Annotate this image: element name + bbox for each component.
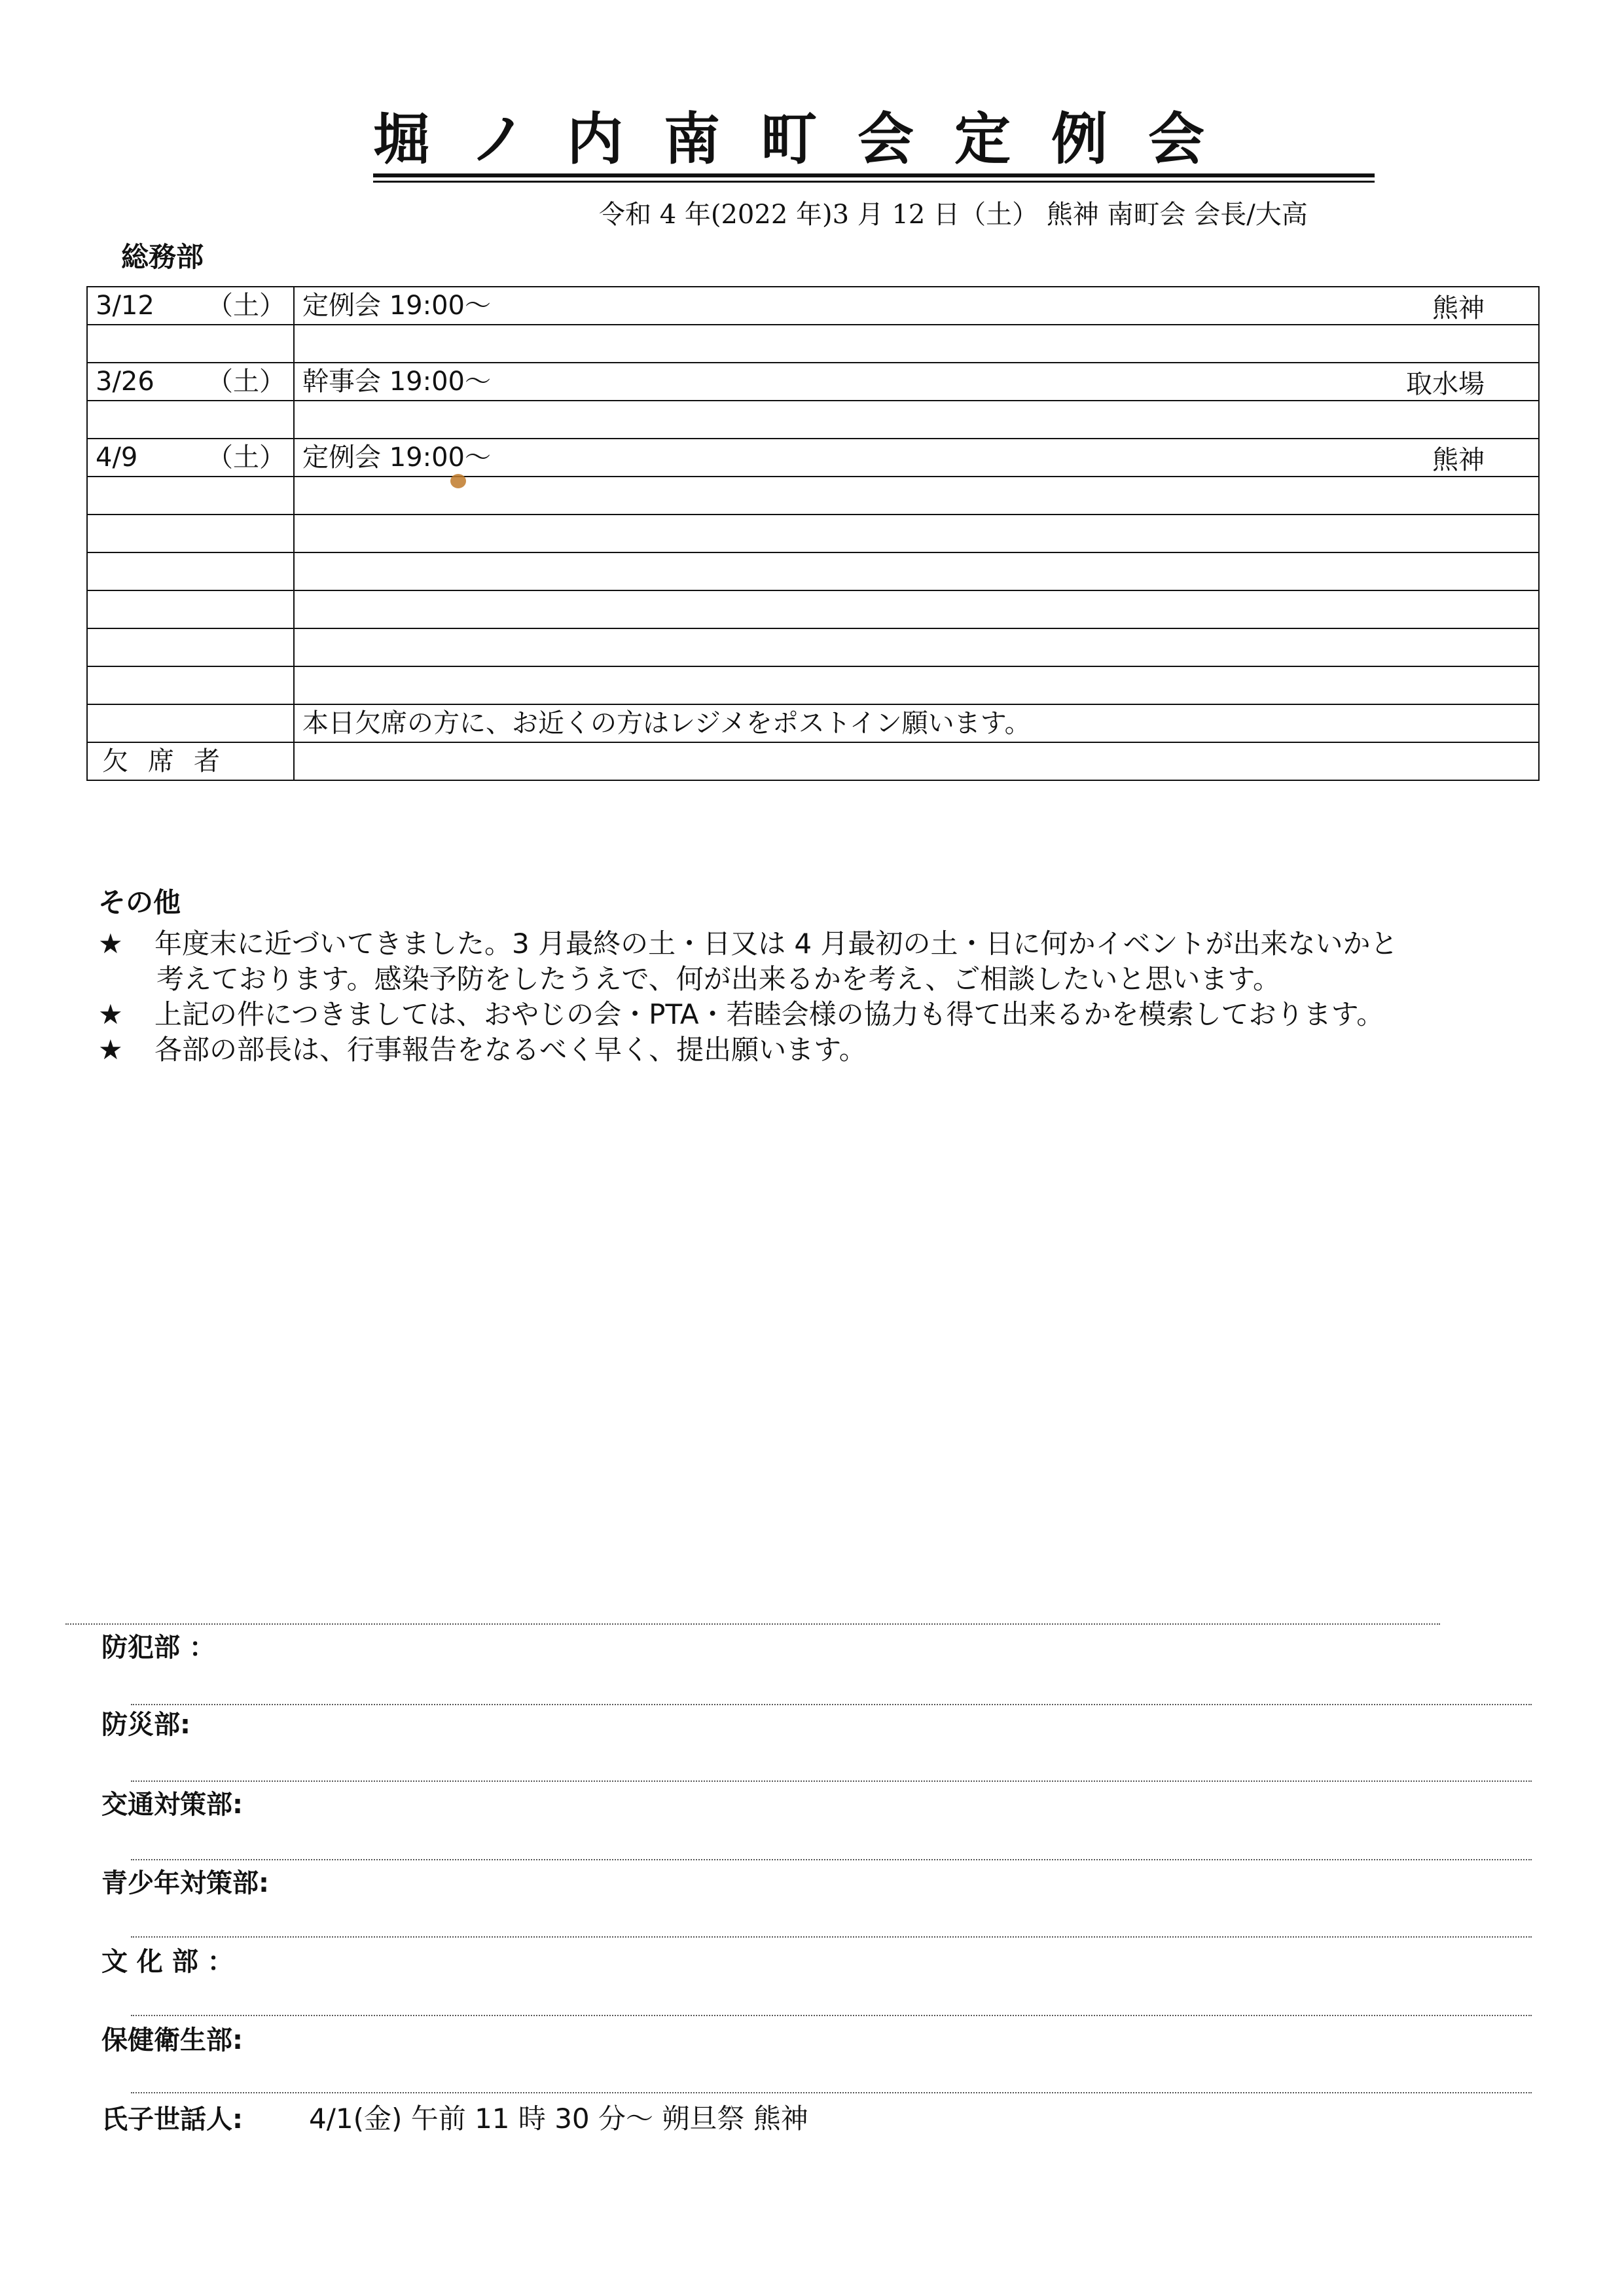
date-cell [87, 552, 294, 590]
star-icon: ★ [98, 1034, 123, 1066]
row-day: （土） [207, 443, 285, 473]
date-cell [87, 363, 294, 401]
dept-youth: 青少年対策部: [101, 1868, 269, 1898]
divider-dotted [131, 2015, 1532, 2016]
divider-dotted [131, 1936, 1532, 1938]
schedule-table [86, 286, 1540, 781]
table-row [87, 439, 1539, 477]
event-cell [294, 287, 1539, 325]
star-icon: ★ [98, 998, 123, 1030]
table-row [87, 401, 1539, 439]
table-row [87, 363, 1539, 401]
stain-mark [450, 474, 466, 488]
absentees-label-cell [87, 742, 294, 780]
divider-dotted [131, 1780, 1532, 1782]
divider-dotted [131, 1704, 1532, 1705]
row-location: 熊神 [1432, 293, 1485, 323]
table-row [87, 666, 1539, 704]
dept-health: 保健衛生部: [101, 2025, 243, 2055]
row-date: 3/26 [96, 367, 154, 397]
table-row [87, 552, 1539, 590]
table-row [87, 325, 1539, 363]
event-cell [294, 401, 1539, 439]
row-event: 幹事会 19:00～ [302, 367, 491, 397]
dept-traffic: 交通対策部: [101, 1790, 243, 1820]
general-affairs-label: 総務部 [121, 241, 204, 273]
event-cell [294, 439, 1539, 477]
absentees-row [87, 742, 1539, 780]
table-row [87, 287, 1539, 325]
row-date: 4/9 [96, 443, 138, 473]
date-cell [87, 666, 294, 704]
row-event: 本日欠席の方に、お近くの方はレジメをポストイン願います。 [302, 708, 1031, 738]
dept-disaster-prevention: 防災部: [101, 1710, 190, 1740]
event-cell [294, 704, 1539, 742]
row-day: （土） [207, 291, 285, 321]
row-location: 熊神 [1432, 445, 1485, 475]
row-date: 3/12 [96, 291, 154, 321]
table-row [87, 628, 1539, 666]
row-location: 取水場 [1406, 369, 1485, 399]
note-text: 上記の件につきましては、おやじの会・PTA・若睦会様の協力も得て出来るかを模索しております。 [154, 998, 1384, 1030]
notes-list [98, 926, 1398, 1068]
note-line [98, 1032, 1398, 1068]
event-cell [294, 628, 1539, 666]
dept-culture: 文 化 部 ： [101, 1947, 234, 1977]
date-cell [87, 401, 294, 439]
event-cell [294, 590, 1539, 628]
date-cell [87, 287, 294, 325]
note-line [98, 926, 1398, 962]
table-row [87, 477, 1539, 515]
date-cell [87, 704, 294, 742]
note-line [98, 962, 1398, 997]
absentees-value [294, 742, 1539, 780]
date-cell [87, 325, 294, 363]
star-icon [98, 962, 154, 997]
event-cell [294, 515, 1539, 552]
dept-crime-prevention: 防犯部 ： [101, 1633, 215, 1663]
row-event: 定例会 19:00～ [302, 443, 491, 473]
note-text: 考えております。感染予防をしたうえで、何が出来るかを考え、ご相談したいと思います。 [156, 963, 1280, 995]
event-cell [294, 666, 1539, 704]
table-row [87, 590, 1539, 628]
date-cell [87, 439, 294, 477]
note-text: 各部の部長は、行事報告をなるべく早く、提出願います。 [154, 1034, 867, 1066]
date-line: 令和 4 年(2022 年)3 月 12 日（土） 熊神 南町会 会長/大高 [599, 200, 1308, 230]
table-row [87, 704, 1539, 742]
date-cell [87, 590, 294, 628]
note-text: 年度末に近づいてきました。3 月最終の土・日又は 4 月最初の土・日に何かイベントが出来ないかと [154, 928, 1398, 960]
row-event: 定例会 19:00～ [302, 291, 491, 321]
date-cell [87, 515, 294, 552]
event-cell [294, 477, 1539, 515]
row-day: （土） [207, 367, 285, 397]
title-underline-thin [373, 181, 1375, 183]
title-underline [373, 173, 1375, 177]
note-line [98, 997, 1398, 1032]
divider-dotted [65, 1623, 1440, 1625]
page-title: 堀ノ内南町会定例会 [373, 106, 1245, 172]
event-cell [294, 363, 1539, 401]
event-cell [294, 552, 1539, 590]
divider-dotted [131, 2092, 1532, 2093]
date-cell [87, 477, 294, 515]
other-label: その他 [98, 886, 181, 918]
absentees-label: 欠席者 [102, 746, 240, 776]
date-cell [87, 628, 294, 666]
table-row [87, 515, 1539, 552]
event-cell [294, 325, 1539, 363]
dept-ujiko: 氏子世話人: [101, 2105, 243, 2135]
divider-dotted [131, 1859, 1532, 1860]
ujiko-event: 4/1(金) 午前 11 時 30 分～ 朔旦祭 熊神 [309, 2103, 808, 2135]
star-icon: ★ [98, 928, 123, 960]
